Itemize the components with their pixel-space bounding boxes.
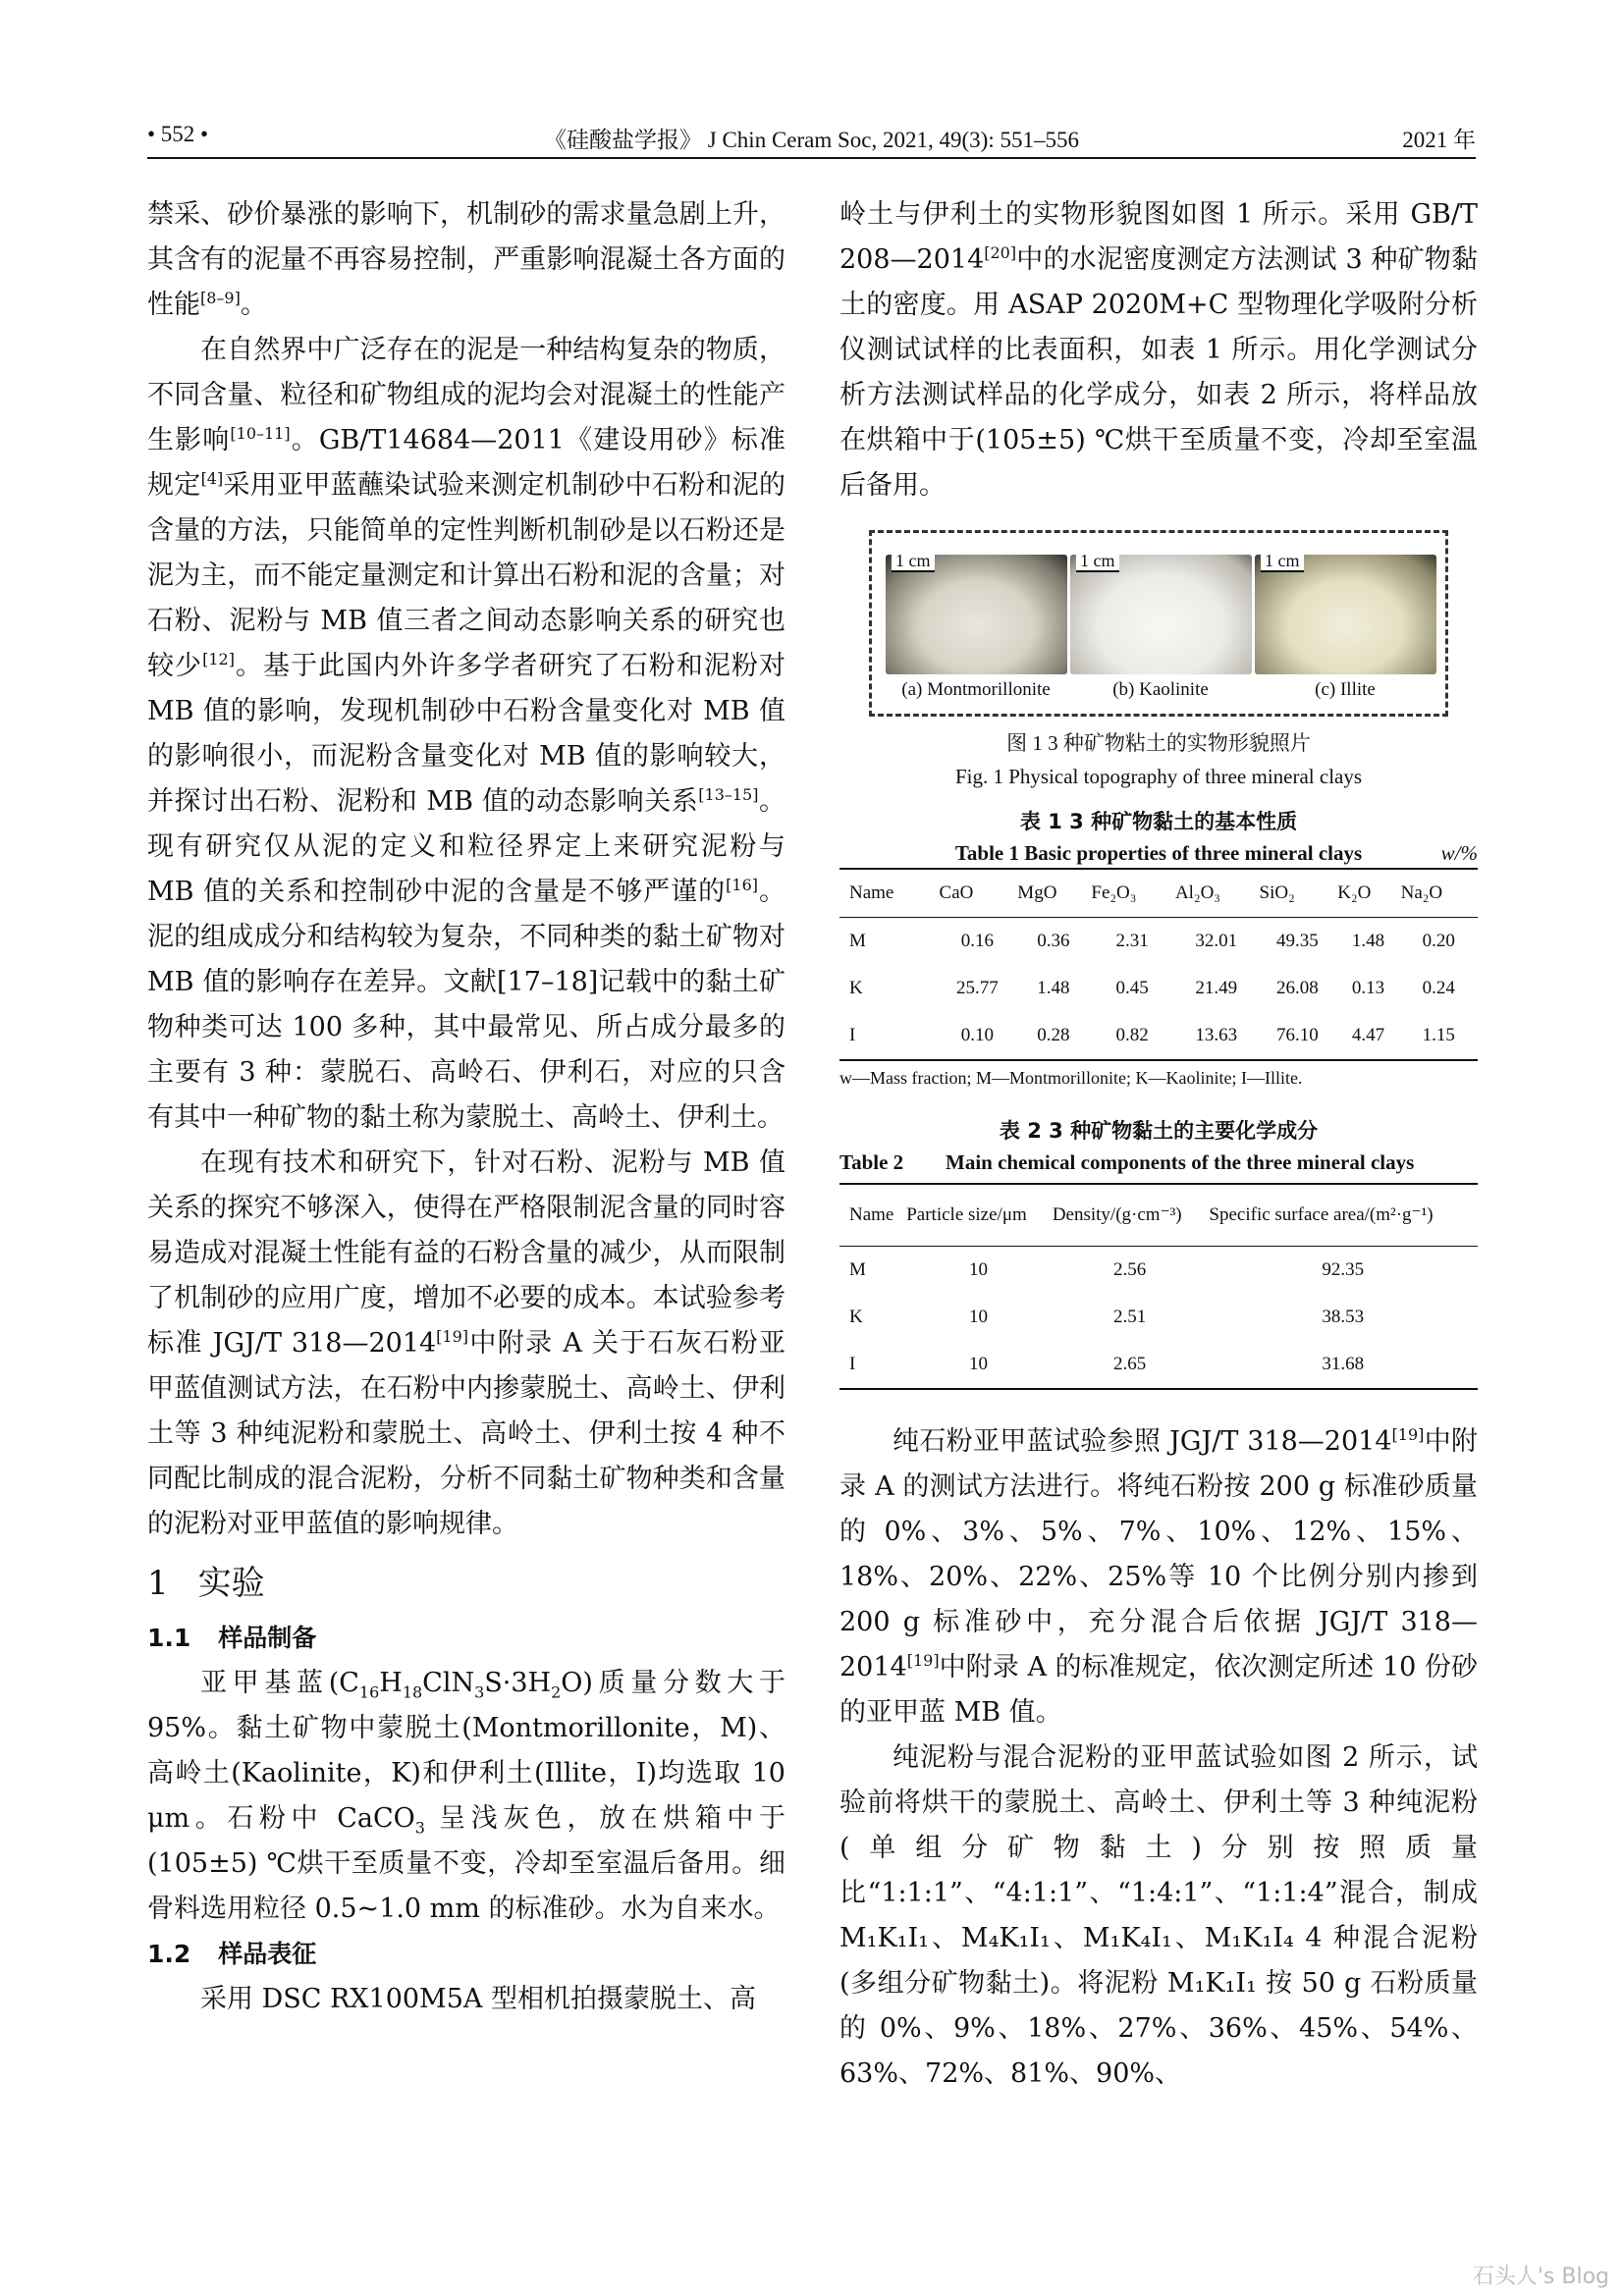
- table-2: [839, 1183, 1478, 1390]
- table-2-header-cell: Name: [839, 1184, 905, 1247]
- section-heading: 1 实验: [147, 1564, 265, 1603]
- table-1-cell: 0.36: [1037, 931, 1070, 951]
- table-1-header-cell: Al₂O₃: [1174, 869, 1259, 918]
- illite-photo: 1 cm: [1255, 555, 1436, 674]
- watermark: 石头人's Blog: [1472, 2265, 1609, 2289]
- left-column: [147, 192, 785, 2022]
- table-1-header-cell: MgO: [1016, 869, 1090, 918]
- table-1-cell: 0.10: [960, 1025, 995, 1045]
- table-2-cell: 10: [969, 1259, 989, 1280]
- table-1-header-cell: K₂O: [1336, 869, 1399, 918]
- kaolinite-photo: 1 cm: [1070, 555, 1252, 674]
- table-1-cell: 49.35: [1276, 931, 1319, 951]
- table-1-cell: 0.45: [1115, 978, 1149, 998]
- table-1-cell: 0.20: [1422, 931, 1455, 951]
- paragraph: 在自然界中广泛存在的泥是一种结构复杂的物质，不同含量、粒径和矿物组成的泥均会对混凝土的性能产生影响[10–11]。GB/T14684—2011《建设用砂》标准规定[4]采用亚甲蓝蘸染试验来测定机制砂中石粉和泥的含量的方法，只能简单的定性判断机制砂是以石粉还是泥为主，而不能定量测定和计算出石粉和泥的含量；对石粉、泥粉与 MB 值三者之间动态影响关系的研究也较少[12]。基于此国内外许多学者研究了石粉和泥粉对 MB 值的影响，发现机制砂中石粉含量变化对 MB 值的影响很小，而泥粉含量变化对 MB 值的影响较大，并探讨出石粉、泥粉和 MB 值的动态影响关系[13–15]。现有研究仅从泥的定义和粒径界定上来研究泥粉与 MB 值的关系和控制砂中泥的含量是不够严谨的[16]。泥的组成成分和结构较为复杂，不同种类的黏土矿物对 MB 值的影响存在差异。文献[17–18]记载中的黏土矿物种类可达 100 多种，其中最常见、所占成分最多的主要有 3 种：蒙脱石、高岭石、伊利石，对应的只含有其中一种矿物的黏土称为蒙脱土、高岭土、伊利土。: [147, 335, 786, 1133]
- table-2-cell: I: [849, 1354, 856, 1374]
- table-2-cell: 10: [969, 1307, 989, 1327]
- table-row: [839, 1012, 1478, 1060]
- subcaption: (c) Illite: [1315, 679, 1376, 700]
- table-1-cell: 0.24: [1422, 978, 1455, 998]
- table-1-cell: K: [849, 978, 863, 998]
- subsection-heading: 1.2 样品表征: [147, 1940, 317, 1968]
- table-2-cell: 10: [969, 1354, 989, 1374]
- table-1-cell: 21.49: [1195, 978, 1238, 998]
- table-2-cell: 92.35: [1322, 1259, 1365, 1280]
- paragraph: 禁采、砂价暴涨的影响下，机制砂的需求量急剧上升，其含有的泥量不再容易控制，严重影响混凝土各方面的性能[8–9]。: [147, 199, 785, 320]
- paragraph: 采用 DSC RX100M5A 型相机拍摄蒙脱土、高: [200, 1984, 756, 2014]
- table-2-cell: M: [849, 1259, 866, 1280]
- table-1-header-cell: Fe₂O₃: [1090, 869, 1174, 918]
- table-1-cell: 25.77: [956, 978, 999, 998]
- subsection-heading: 1.1 样品制备: [147, 1624, 317, 1652]
- subcaption: (a) Montmorillonite: [901, 679, 1051, 700]
- table-2-cell: K: [849, 1307, 863, 1327]
- table-2-caption-en: Table 2 Main chemical components of the three mineral clays: [839, 1150, 1415, 1174]
- table-1: [839, 868, 1478, 1061]
- table-1-cell: 0.28: [1037, 1025, 1070, 1045]
- table-2-cell: 2.56: [1112, 1259, 1147, 1280]
- table-1-cell: M: [849, 931, 866, 951]
- montmorillonite-photo: 1 cm: [886, 555, 1067, 674]
- table-1-cell: 0.82: [1115, 1025, 1149, 1045]
- table-1-cell: 26.08: [1276, 978, 1319, 998]
- table-2-header-cell: Particle size/μm: [905, 1184, 1052, 1247]
- table-2-cell: 31.68: [1322, 1354, 1365, 1374]
- figure-1: [869, 530, 1448, 717]
- table-2-cell: 2.65: [1112, 1354, 1147, 1374]
- year: 2021 年: [1402, 128, 1476, 152]
- table-2-header-cell: Density/(g·cm⁻³): [1052, 1184, 1209, 1247]
- table-row: [839, 1294, 1478, 1341]
- header-rule: [147, 157, 1476, 159]
- paragraph: 岭土与伊利土的实物形貌图如图 1 所示。采用 GB/T 208—2014[20]中的水泥密度测定方法测试 3 种矿物黏土的密度。用 ASAP 2020M+C 型物理化学吸附分析仪测试试样的比表面积，如表 1 所示。用化学测试分析方法测试样品的化学成分，如表 2 所示，将样品放在烘箱中于(105±5) ℃烘干至质量不变，冷却至室温后备用。: [839, 199, 1478, 501]
- figure-caption-en: Fig. 1 Physical topography of three mineral clays: [954, 765, 1363, 788]
- table-1-caption-en: Table 1 Basic properties of three mineral clays w/%: [839, 838, 1478, 868]
- figure-caption-cn: 图 1 3 种矿物粘土的实物形貌照片: [1006, 731, 1311, 755]
- table-1-cell: 4.47: [1351, 1025, 1385, 1045]
- table-2-cell: 2.51: [1112, 1307, 1147, 1327]
- page-number: • 552 •: [147, 122, 209, 146]
- table-1-cell: I: [849, 1025, 856, 1045]
- subcaption: (b) Kaolinite: [1112, 679, 1209, 700]
- table-1-caption-cn: 表 1 3 种矿物黏土的基本性质: [1019, 810, 1298, 833]
- table-1-note: w—Mass fraction; M—Montmorillonite; K—Kaolinite; I—Illite.: [839, 1068, 1303, 1088]
- journal-title: 《硅酸盐学报》 J Chin Ceram Soc, 2021, 49(3): 551–556: [544, 128, 1079, 152]
- paragraph: 纯泥粉与混合泥粉的亚甲蓝试验如图 2 所示，试验前将烘干的蒙脱土、高岭土、伊利土等 3 种纯泥粉(单组分矿物黏土)分别按照质量比“1:1:1”、“4:1:1”、“1:4:1”、“1:1:4”混合，制成 M₁K₁I₁、M₄K₁I₁、M₁K₄I₁、M₁K₁I₄ 4 种混合泥粉(多组分矿物黏土)。将泥粉 M₁K₁I₁ 按 50 g 石粉质量的 0%、9%、18%、27%、36%、45%、54%、63%、72%、81%、90%、: [839, 1742, 1478, 2089]
- table-1-header-cell: SiO₂: [1259, 869, 1337, 918]
- table-1-header-cell: Name: [839, 869, 939, 918]
- table-1-cell: 1.15: [1422, 1025, 1455, 1045]
- table-2-header-cell: Specific surface area/(m²·g⁻¹): [1208, 1184, 1478, 1247]
- table-1-cell: 0.16: [960, 931, 995, 951]
- paragraph: 在现有技术和研究下，针对石粉、泥粉与 MB 值关系的探究不够深入，使得在严格限制泥含量的同时容易造成对混凝土性能有益的石粉含量的减少，从而限制了机制砂的应用广度，增加不必要的成本。本试验参考标准 JGJ/T 318—2014[19]中附录 A 关于石灰石粉亚甲蓝值测试方法，在石粉中内掺蒙脱土、高岭土、伊利土等 3 种纯泥粉和蒙脱土、高岭土、伊利土按 4 种不同配比制成的混合泥粉，分析不同黏土矿物种类和含量的泥粉对亚甲蓝值的影响规律。: [147, 1148, 785, 1539]
- table-1-cell: 1.48: [1037, 978, 1070, 998]
- paragraph: 亚甲基蓝$(C_{16}H_{18}ClN_3S\cdot 3H_2O)$质量分数大于 95%。黏土矿物中蒙脱土(Montmorillonite，M)、高岭土(Kaolinite，K)和伊利土(Illite，I)均选取 10 μm。石粉中 CaCO$_3$ 呈浅灰色，放在烘箱中于(105±5) ℃烘干至质量不变，冷却至室温后备用。细骨料选用粒径 0.5~1.0 mm 的标准砂。水为自来水。: [147, 1668, 785, 1924]
- table-row: [839, 918, 1478, 966]
- table-1-cell: 13.63: [1195, 1025, 1238, 1045]
- table-1-cell: 76.10: [1276, 1025, 1319, 1045]
- table-1-cell: 2.31: [1115, 931, 1149, 951]
- table-1-header-cell: CaO: [939, 869, 1017, 918]
- table-1-unit: w/%: [1440, 841, 1478, 865]
- table-row: [839, 1341, 1478, 1389]
- table-1-cell: 32.01: [1195, 931, 1238, 951]
- page-header: [147, 116, 1476, 155]
- table-1-cell: 1.48: [1351, 931, 1385, 951]
- table-2-caption-cn: 表 2 3 种矿物黏土的主要化学成分: [999, 1119, 1319, 1143]
- right-column: [839, 192, 1478, 2097]
- table-2-cell: 38.53: [1322, 1307, 1365, 1327]
- paragraph: 纯石粉亚甲蓝试验参照 JGJ/T 318—2014[19]中附录 A 的测试方法进行。将纯石粉按 200 g 标准砂质量的 0%、3%、5%、7%、10%、12%、15%、18%、20%、22%、25%等 10 个比例分别内掺到 200 g 标准砂中，充分混合后依据 JGJ/T 318—2014[19]中附录 A 的标准规定，依次测定所述 10 份砂的亚甲蓝 MB 值。: [839, 1425, 1479, 1728]
- table-1-header-cell: Na₂O: [1400, 869, 1478, 918]
- table-row: [839, 1247, 1478, 1295]
- table-row: [839, 965, 1478, 1012]
- table-1-cell: 0.13: [1351, 978, 1385, 998]
